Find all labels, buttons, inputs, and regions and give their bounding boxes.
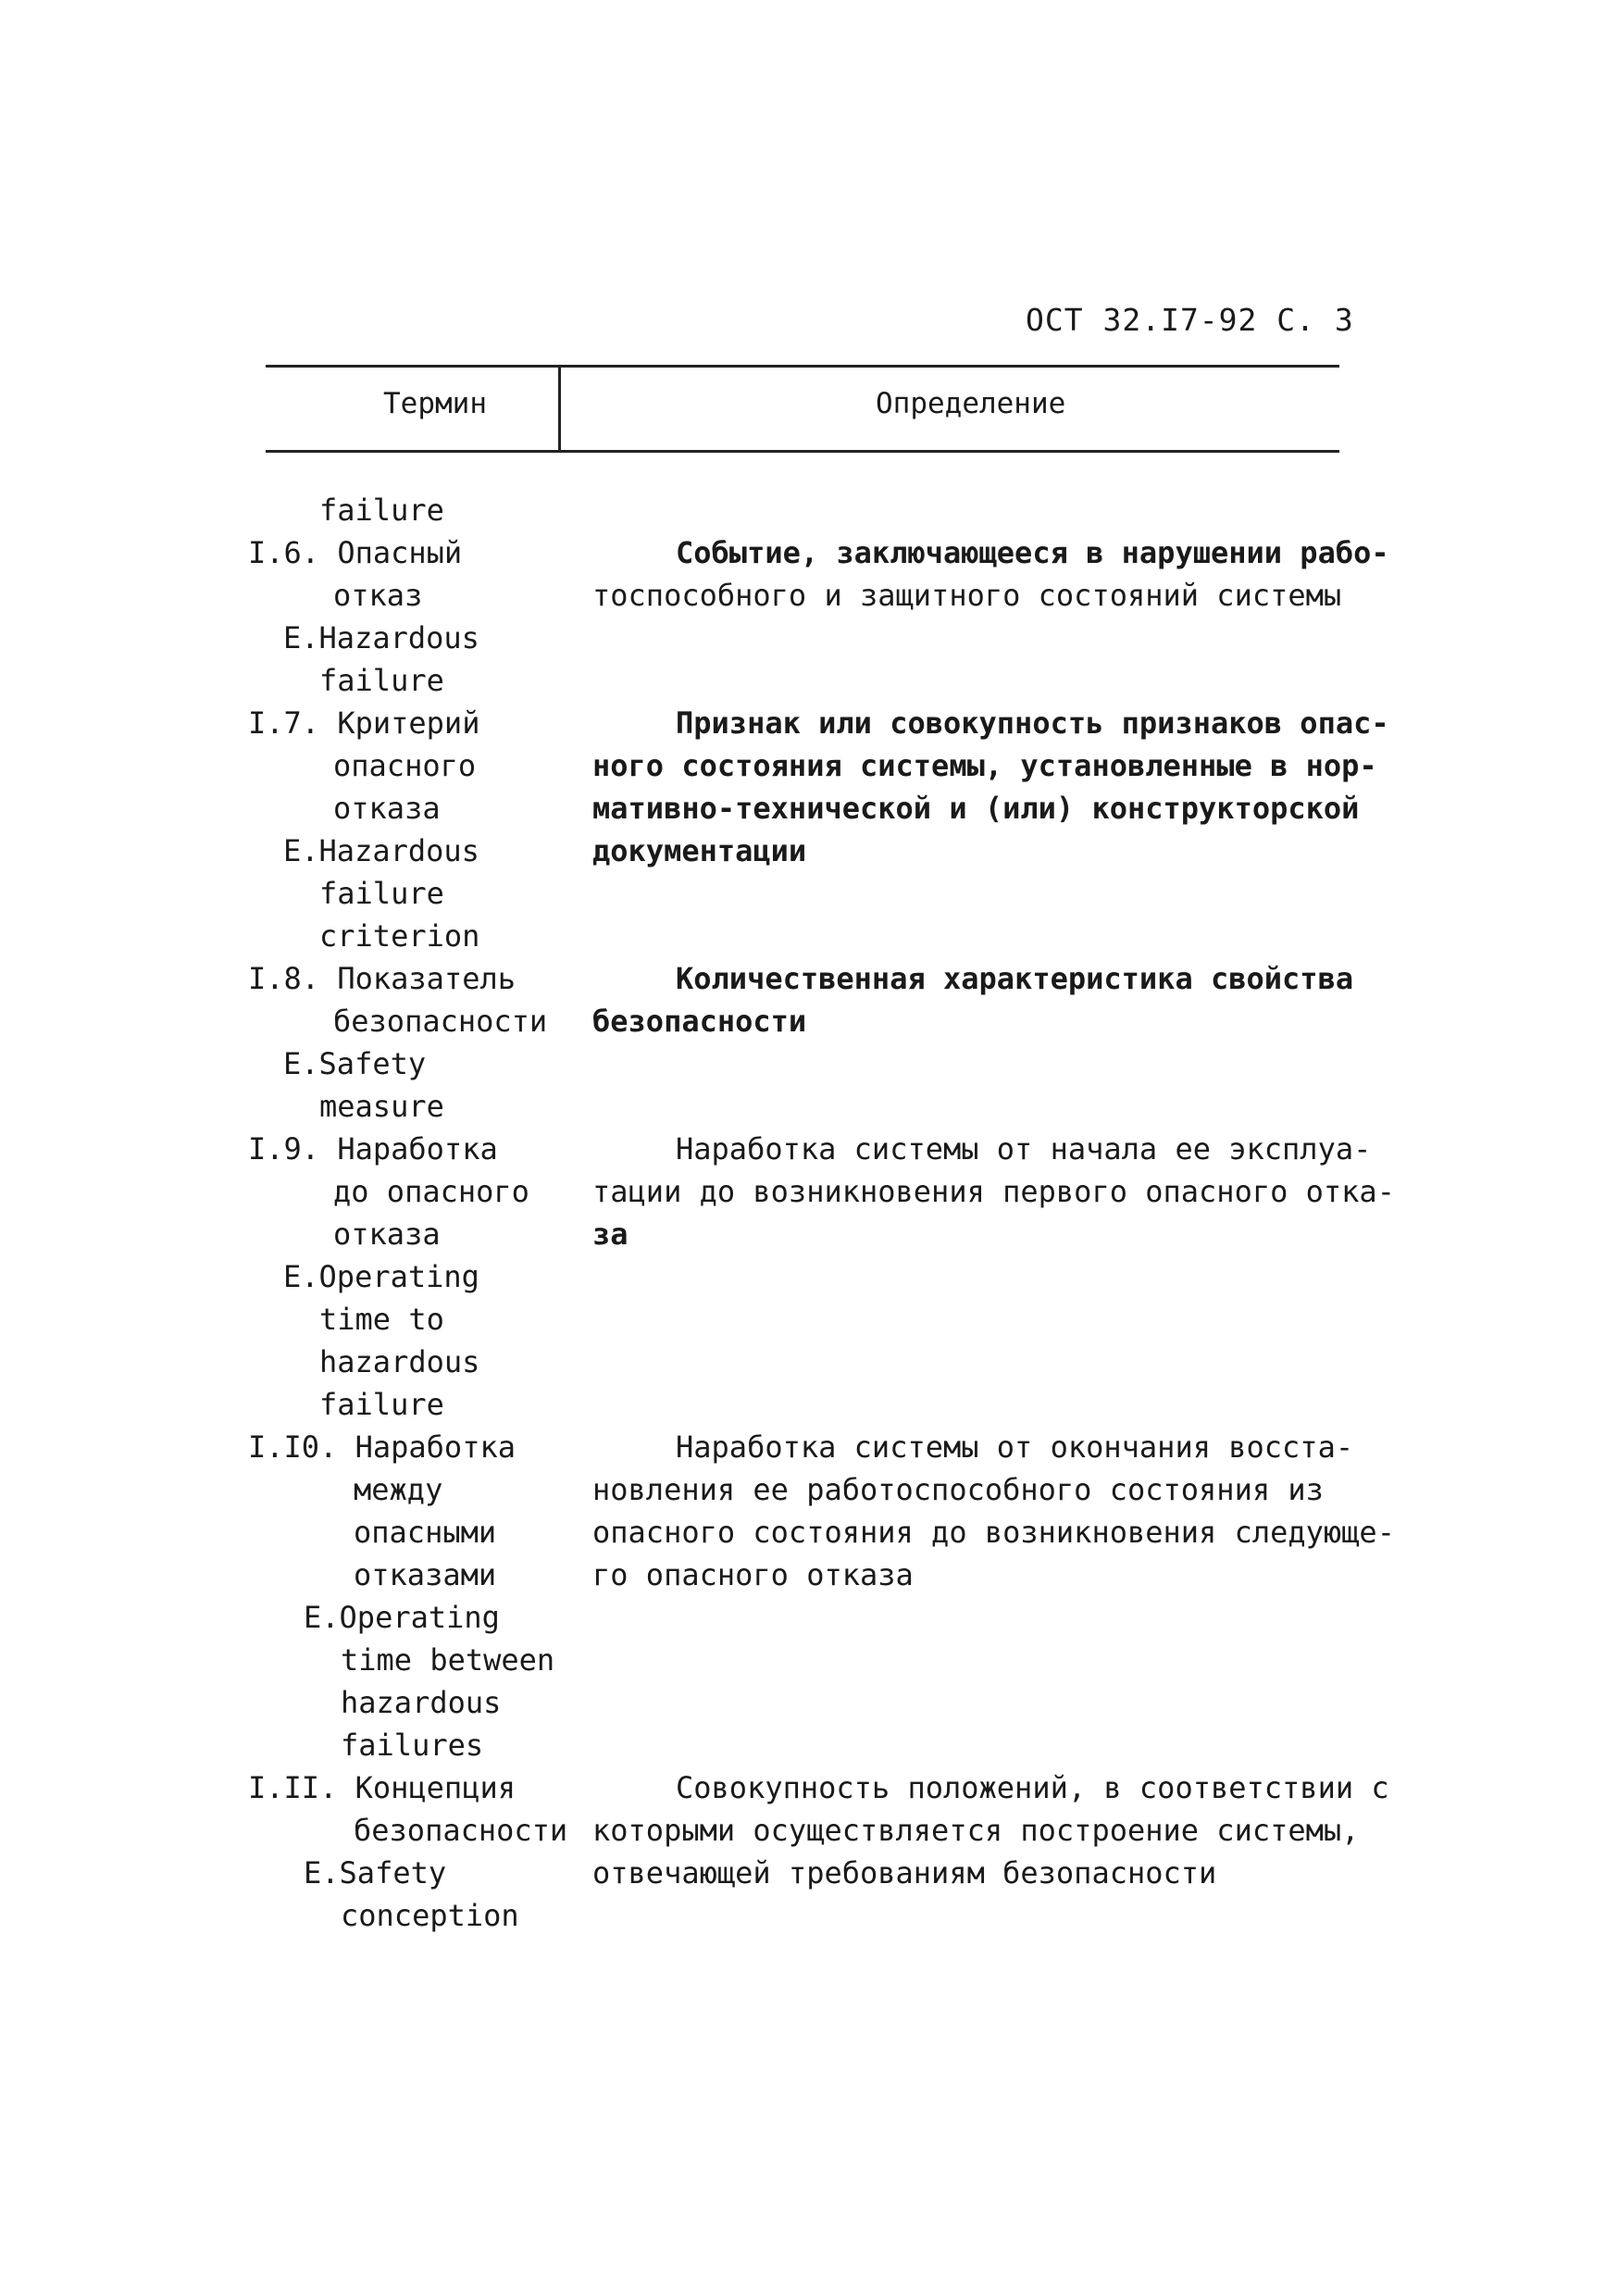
definition-line: мативно-технической и (или) конструкторской bbox=[592, 791, 1360, 826]
definition-line: отвечающей требованиям безопасности bbox=[592, 1855, 1217, 1890]
term-line: time to bbox=[319, 1302, 444, 1337]
term-line: отказа bbox=[333, 1217, 441, 1252]
term-line: time between bbox=[341, 1642, 555, 1678]
definition-line: го опасного отказа bbox=[592, 1557, 914, 1592]
definition-line: Событие, заключающееся в нарушении рабо- bbox=[676, 535, 1389, 570]
definition-line: опасного состояния до возникновения следующе- bbox=[592, 1515, 1395, 1550]
term-line: безопасности bbox=[333, 1004, 548, 1039]
term-line: I.7. Критерий bbox=[248, 705, 480, 741]
definition-line: ного состояния системы, установленные в нор- bbox=[592, 748, 1377, 783]
column-header-definition: Определение bbox=[876, 387, 1066, 420]
definition-line: тоспособного и защитного состояний системы bbox=[592, 578, 1342, 613]
term-line: безопасности bbox=[354, 1813, 568, 1848]
term-line: I.I0. Наработка bbox=[248, 1429, 516, 1465]
definition-line: Наработка системы от начала ее эксплуа- bbox=[676, 1131, 1372, 1167]
term-line: failure bbox=[319, 663, 444, 698]
term-line: hazardous bbox=[341, 1685, 502, 1720]
term-line: I.6. Опасный bbox=[248, 535, 463, 570]
term-line: failure bbox=[319, 493, 444, 528]
term-line: до опасного bbox=[333, 1174, 529, 1209]
term-line: failure bbox=[319, 876, 444, 911]
term-line: отказами bbox=[354, 1557, 497, 1592]
term-line: hazardous bbox=[319, 1344, 480, 1379]
definition-line: Наработка системы от окончания восста- bbox=[676, 1429, 1354, 1465]
term-line: criterion bbox=[319, 918, 480, 954]
term-line: conception bbox=[341, 1898, 519, 1933]
term-line: E.Safety bbox=[283, 1046, 427, 1081]
definition-line: Признак или совокупность признаков опас- bbox=[676, 705, 1389, 741]
definition-line: безопасности bbox=[592, 1004, 807, 1039]
definition-line: Совокупность положений, в соответствии с bbox=[676, 1770, 1389, 1805]
definition-line: которыми осуществляется построение системы, bbox=[592, 1813, 1360, 1848]
term-line: I.II. Концепция bbox=[248, 1770, 516, 1805]
term-line: failures bbox=[341, 1728, 484, 1763]
term-line: I.8. Показатель bbox=[248, 961, 516, 996]
document-reference: ОСТ 32.I7-92 С. 3 bbox=[1026, 302, 1354, 338]
table-top-rule bbox=[266, 365, 1339, 368]
definition-line: новления ее работоспособного состояния из bbox=[592, 1472, 1324, 1507]
term-line: measure bbox=[319, 1089, 444, 1124]
term-line: E.Safety bbox=[304, 1855, 447, 1890]
term-line: отказ bbox=[333, 578, 423, 613]
term-line: failure bbox=[319, 1387, 444, 1422]
term-line: E.Operating bbox=[304, 1600, 500, 1635]
column-header-term: Термин bbox=[383, 387, 487, 420]
table-header-rule bbox=[266, 450, 1339, 453]
term-line: отказа bbox=[333, 791, 441, 826]
term-line: E.Hazardous bbox=[283, 833, 479, 868]
term-line: опасного bbox=[333, 748, 477, 783]
term-line: I.9. Наработка bbox=[248, 1131, 498, 1167]
definition-line: документации bbox=[592, 833, 807, 868]
term-line: между bbox=[354, 1472, 443, 1507]
definition-line: тации до возникновения первого опасного отка- bbox=[592, 1174, 1395, 1209]
definition-line: за bbox=[592, 1217, 629, 1252]
table-header-separator bbox=[558, 367, 561, 452]
term-line: E.Operating bbox=[283, 1259, 479, 1294]
definition-line: Количественная характеристика свойства bbox=[676, 961, 1354, 996]
term-line: опасными bbox=[354, 1515, 497, 1550]
term-line: E.Hazardous bbox=[283, 620, 479, 655]
